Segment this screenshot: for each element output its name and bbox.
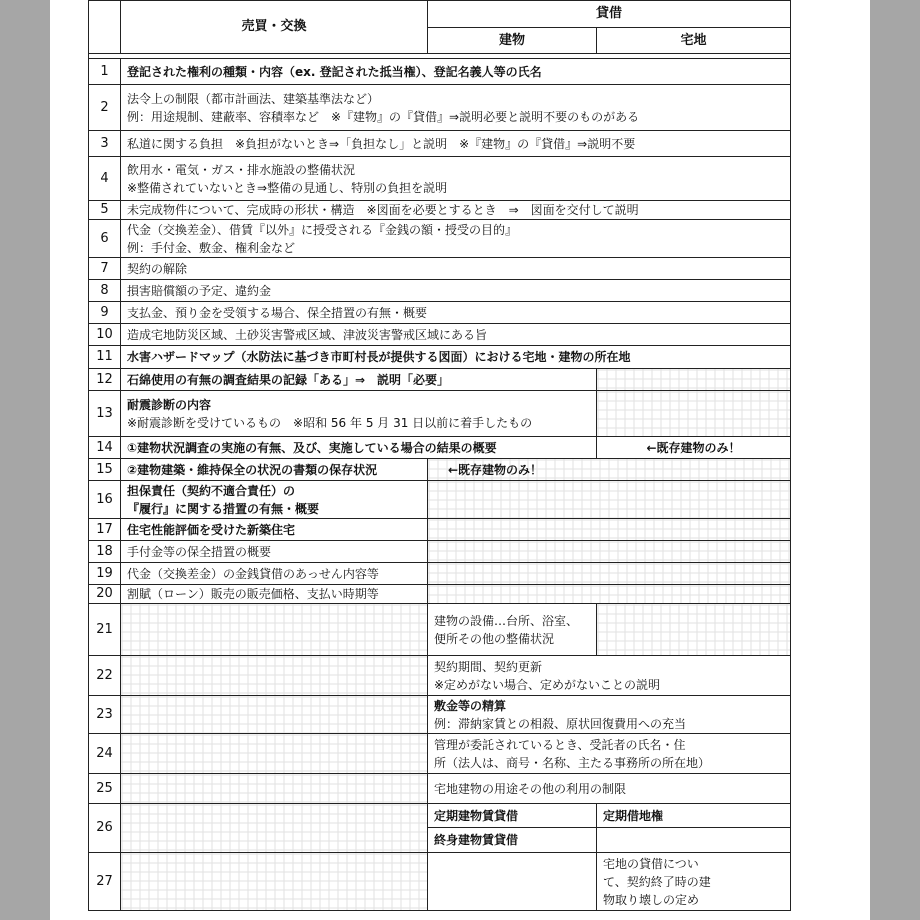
table-row xyxy=(89,481,791,519)
row-number: 14 xyxy=(89,437,121,459)
row-text: 割賦（ローン）販売の販売価格、支払い時期等 xyxy=(121,585,428,604)
hatched-cell xyxy=(597,604,791,656)
row-number: 18 xyxy=(89,541,121,563)
hatched-cell xyxy=(121,696,428,734)
table-row xyxy=(89,59,791,85)
table-row xyxy=(89,391,791,437)
row-number: 27 xyxy=(89,853,121,911)
row-number: 23 xyxy=(89,696,121,734)
teiki-tatemono-chintaishaku: 定期建物賃貸借 xyxy=(428,804,597,828)
row-text: 住宅性能評価を受けた新築住宅 xyxy=(121,519,428,541)
row-number: 13 xyxy=(89,391,121,437)
row-number: 3 xyxy=(89,131,121,157)
hatched-cell xyxy=(121,734,428,774)
table-row xyxy=(89,437,791,459)
row-text: 石綿使用の有無の調査結果の記録「ある」⇒ 説明「必要」 xyxy=(121,369,597,391)
row-number: 19 xyxy=(89,563,121,585)
row-number: 12 xyxy=(89,369,121,391)
table-row xyxy=(89,804,791,828)
table-row xyxy=(89,302,791,324)
hatched-cell xyxy=(597,391,791,437)
row-text: 宅地建物の用途その他の利用の制限 xyxy=(428,774,791,804)
table-row xyxy=(89,774,791,804)
row-text: 支払金、預り金を受領する場合、保全措置の有無・概要 xyxy=(121,302,791,324)
table-row xyxy=(89,656,791,696)
table-row xyxy=(89,324,791,346)
row-number: 21 xyxy=(89,604,121,656)
hatched-cell xyxy=(428,563,791,585)
table-row xyxy=(89,541,791,563)
table-row xyxy=(89,85,791,131)
existing-building-note: ←既存建物のみ！ xyxy=(428,459,791,481)
table-row xyxy=(89,563,791,585)
table-row xyxy=(89,585,791,604)
hatched-cell xyxy=(428,481,791,519)
table-row xyxy=(89,258,791,280)
explanation-items-table xyxy=(88,0,791,911)
row-number: 6 xyxy=(89,220,121,258)
hatched-cell xyxy=(121,774,428,804)
hatched-cell xyxy=(121,656,428,696)
row-number: 11 xyxy=(89,346,121,369)
header-row xyxy=(89,1,791,28)
row-number: 5 xyxy=(89,201,121,220)
row-number: 16 xyxy=(89,481,121,519)
row-text: ②建物建築・維持保全の状況の書類の保存状況 xyxy=(121,459,428,481)
row-text: 宅地の貸借につい て、契約終了時の建 物取り壊しの定め xyxy=(597,853,791,911)
row-number: 2 xyxy=(89,85,121,131)
table-row xyxy=(89,131,791,157)
row-text: 法令上の制限（都市計画法、建築基準法など） 例：用途規制、建蔽率、容積率など ※『建物』の『貸借』⇒説明必要と説明不要のものがある xyxy=(121,85,791,131)
hatched-cell xyxy=(121,853,428,911)
row-number: 8 xyxy=(89,280,121,302)
table-row xyxy=(89,604,791,656)
row-text: 登記された権利の種類・内容（ex. 登記された抵当権）、登記名義人等の氏名 xyxy=(121,59,791,85)
row-text: 耐震診断の内容 ※耐震診断を受けているもの ※昭和 56 年 5 月 31 日以前に着手したもの xyxy=(121,391,597,437)
table-row xyxy=(89,696,791,734)
row-text: 造成宅地防災区域、土砂災害警戒区域、津波災害警戒区域にある旨 xyxy=(121,324,791,346)
table-row xyxy=(89,346,791,369)
shushin-tatemono-chintaishaku: 終身建物賃貸借 xyxy=(428,828,597,853)
row-number: 26 xyxy=(89,804,121,853)
table-row xyxy=(89,459,791,481)
row-text: 私道に関する負担 ※負担がないとき⇒「負担なし」と説明 ※『建物』の『貸借』⇒説明不要 xyxy=(121,131,791,157)
existing-building-note: ←既存建物のみ！ xyxy=(597,437,791,459)
row-number: 24 xyxy=(89,734,121,774)
row-text: 代金（交換差金）の金銭貸借のあっせん内容等 xyxy=(121,563,428,585)
row-text: 敷金等の精算 例：滞納家賃との相殺、原状回復費用への充当 xyxy=(428,696,791,734)
row-text: 契約の解除 xyxy=(121,258,791,280)
row-text: 損害賠償額の予定、違約金 xyxy=(121,280,791,302)
table-row xyxy=(89,853,791,911)
row-text: 代金（交換差金）、借賃『以外』に授受される『金銭の額・授受の目的』 例：手付金、敷金、権利金など xyxy=(121,220,791,258)
row-text: 手付金等の保全措置の概要 xyxy=(121,541,428,563)
row-text: 契約期間、契約更新 ※定めがない場合、定めがないことの説明 xyxy=(428,656,791,696)
teiki-shakuchiken: 定期借地権 xyxy=(597,804,791,828)
row-text: 未完成物件について、完成時の形状・構造 ※図面を必要とするとき ⇒ 図面を交付して説明 xyxy=(121,201,791,220)
row-number: 9 xyxy=(89,302,121,324)
hatched-cell xyxy=(121,604,428,656)
row-text: 水害ハザードマップ（水防法に基づき市町村長が提供する図面）における宅地・建物の所在地 xyxy=(121,346,791,369)
table-row xyxy=(89,157,791,201)
header-tatemono: 建物 xyxy=(428,28,597,54)
row-number: 25 xyxy=(89,774,121,804)
table-row xyxy=(89,201,791,220)
row-number: 15 xyxy=(89,459,121,481)
table-row xyxy=(89,369,791,391)
hatched-cell xyxy=(428,541,791,563)
table-row xyxy=(89,220,791,258)
row-text: 管理が委託されているとき、受託者の氏名・住 所（法人は、商号・名称、主たる事務所の所在地） xyxy=(428,734,791,774)
row-text: 飲用水・電気・ガス・排水施設の整備状況 ※整備されていないとき⇒整備の見通し、特別の負担を説明 xyxy=(121,157,791,201)
row-number: 20 xyxy=(89,585,121,604)
row-number: 4 xyxy=(89,157,121,201)
row-number: 22 xyxy=(89,656,121,696)
table-row xyxy=(89,734,791,774)
hatched-cell xyxy=(428,585,791,604)
hatched-cell xyxy=(121,804,428,853)
row-text: 担保責任（契約不適合責任）の 『履行』に関する措置の有無・概要 xyxy=(121,481,428,519)
header-chintai: 貸借 xyxy=(428,1,791,28)
row-number: 17 xyxy=(89,519,121,541)
hatched-cell xyxy=(428,519,791,541)
row-number: 10 xyxy=(89,324,121,346)
hatched-cell xyxy=(597,369,791,391)
header-takuchi: 宅地 xyxy=(597,28,791,54)
row-number: 7 xyxy=(89,258,121,280)
table-row xyxy=(89,519,791,541)
header-baibai: 売買・交換 xyxy=(121,1,428,54)
row-number: 1 xyxy=(89,59,121,85)
table-row xyxy=(89,280,791,302)
row-text: ①建物状況調査の実施の有無、及び、実施している場合の結果の概要 xyxy=(121,437,597,459)
row-text: 建物の設備…台所、浴室、 便所その他の整備状況 xyxy=(428,604,597,656)
